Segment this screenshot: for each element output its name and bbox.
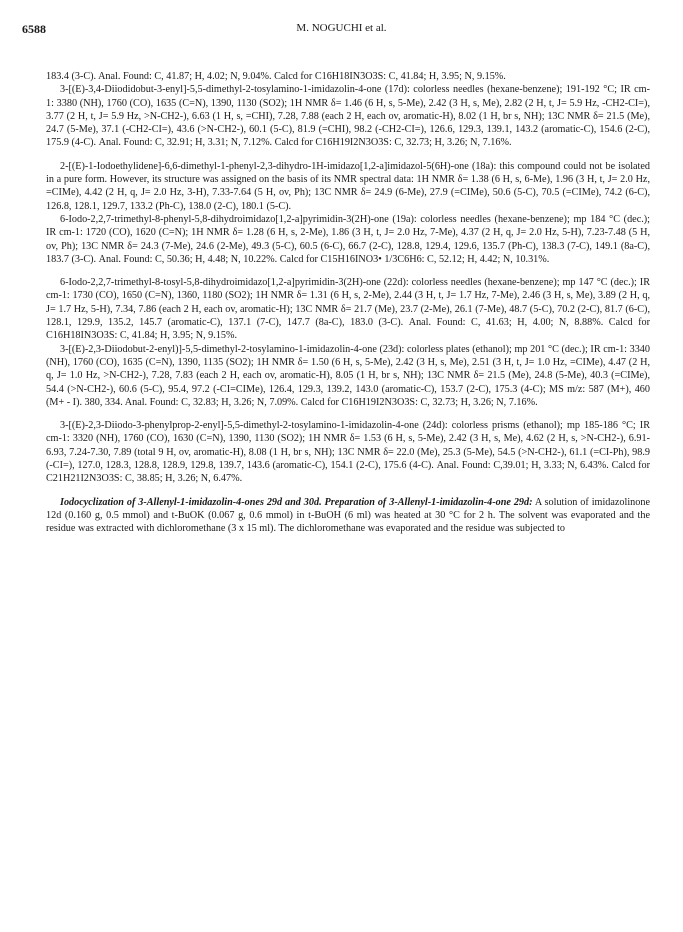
paragraph-24d: 3-[(E)-2,3-Diiodo-3-phenylprop-2-enyl]-5,5-dimethyl-2-tosylamino-1-imidazolin-4-one (24d): colorless prisms (ethanol); mp 185-186 °C; IR cm-1: 3320 (NH), 1760 (CO), 1630 (C=N), 1390, 1130 (SO2); 1H NMR δ= 1.53 (6 H, s, 5-Me), 2.42 (3 H, s, Me), 4.62 (2 H, s, >N-CH2-), 6.91-6.93, 7.24-7.30, 7.89 (total 9 H, ov, aromatic-H), 8.08 (1 H, br s, NH); 13C NMR δ= 22.0 (Me), 25.3 (5-Me), 54.5 (>N-CH2-), 61.1 (=CI-Ph), 98.9 (-CI=), 127.0, 128.3, 128.8, 128.9, 129.8, 139.7, 143.6 (aromatic-C), 154.1 (2-C), 175.6 (4-C). Anal. Found: C,39.01; H, 3.33; N, 6.43%. Calcd for C21H21I2N3O3S: C, 38.85; H, 3.26; N, 6.47%.: [46, 420, 650, 485]
page-number: 6588: [22, 22, 46, 36]
paragraph-22d: 6-Iodo-2,2,7-trimethyl-8-tosyl-5,8-dihydroimidazo[1,2-a]pyrimidin-3(2H)-one (22d): colorless needles (hexane-benzene); mp 147 °C (dec.); IR cm-1: 1730 (CO), 1650 (C=N), 1360, 1180 (SO2); 1H NMR δ= 1.31 (6 H, s, 2-Me), 2.44 (3 H, t, J= 1.7 Hz, 7-Me), 2.46 (3 H, s, Me), 3.89 (2 H, q, J= 1.7 Hz, 5-H), 7.34, 7.86 (each 2 H, each ov, aromatic-H); 13C NMR δ= 21.7 (Me), 23.7 (2-Me), 26.1 (7-Me), 48.7 (5-C), 70.2 (2-C), 81.7 (6-C), 128.1, 129.9, 135.2, 145.7 (aromatic-C), 137.1 (7-C), 147.7 (8a-C), 183.0 (3-C). Anal. Found: C, 41.63; H, 4.00; N, 8.88%. Calcd for C16H18IN3O3S: C, 41.84; H, 3.95; N, 9.15%.: [46, 277, 650, 342]
section-body: A solution of imidazolinone 12d (0.160 g, 0.5 mmol) and t-BuOK (0.067 g, 0.6 mmol) in t-BuOH (6 ml) was heated at 30 °C for 2 h. The solvent was evaporated and the residue was extracted with dichloromethane (3 x 15 ml). The dichloromethane was evaporated and the residue was subjected to: [46, 496, 650, 535]
paragraph-17d: 3-[(E)-3,4-Diiodidobut-3-enyl]-5,5-dimethyl-2-tosylamino-1-imidazolin-4-one (17d): colorless needles (hexane-benzene); 191-192 °C; IR cm-1: 3380 (NH), 1760 (CO), 1635 (C=N), 1390, 1130 (SO2); 1H NMR δ= 1.46 (6 H, s, 5-Me), 2.42 (3 H, s, Me), 2.82 (2 H, t, J= 5.9 Hz, -CH2-CI=), 3.77 (2 H, t, J= 5.9 Hz, >N-CH2-), 6.63 (1 H, s, =CHI), 7.28, 7.88 (each 2 H, each ov, aromatic-H), 8.02 (1 H, br s, NH); 13C NMR δ= 21.5 (Me), 24.7 (5-Me), 37.1 (-CH2-CI=), 43.6 (>N-CH2-), 60.1 (5-C), 81.9 (=CHI), 98.2 (-CH2-CI=), 126.6, 129.3, 139.1, 143.2 (aromatic-C), 154.6 (2-C), 175.9 (4-C). Anal. Found: C, 32.91; H, 3.31; N, 7.12%. Calcd for C16H19I2N3O3S: C, 32.73; H, 3.26; N, 7.16%.: [46, 84, 650, 149]
page-header: [22, 22, 661, 38]
article-body: [46, 70, 650, 536]
paragraph-19a: 6-Iodo-2,2,7-trimethyl-8-phenyl-5,8-dihydroimidazo[1,2-a]pyrimidin-3(2H)-one (19a): colorless needles (hexane-benzene); mp 184 °C (dec.); IR cm-1: 1720 (CO), 1620 (C=N); 1H NMR δ= 1.28 (6 H, s, 2-Me), 1.86 (3 H, t, J= 2.0 Hz, 7-Me), 4.37 (2 H, q, J= 2.0 Hz, 5-H), 7.23-7.48 (5 H, ov, Ph); 13C NMR δ= 24.3 (7-Me), 24.6 (2-Me), 49.3 (5-C), 60.5 (6-C), 66.7 (2-C), 128.8, 129.4, 129.6, 135.7 (Ph-C), 138.3 (7-C), 149.1 (8a-C), 183.7 (3-C). Anal. Found: C, 50.36; H, 4.48; N, 10.22%. Calcd for C15H16INO3• 1/3C6H6: C, 52.12; H, 4.42; N, 10.31%.: [46, 213, 650, 265]
paragraph-iodocyclization: [46, 496, 650, 536]
paragraph-1: 183.4 (3-C). Anal. Found: C, 41.87; H, 4.02; N, 9.04%. Calcd for C16H18IN3O3S: C, 41.84; H, 3.95; N, 9.15%.: [46, 71, 506, 82]
section-heading: Iodocyclization of 3-Allenyl-1-imidazolin-4-ones 29d and 30d. Preparation of 3-Allenyl-1-imidazolin-4-one 29d:: [60, 496, 533, 508]
paragraph-23d: 3-[(E)-2,3-Diiodobut-2-enyl)]-5,5-dimethyl-2-tosylamino-1-imidazolin-4-one (23d): colorless plates (ethanol); mp 201 °C (dec.); IR cm-1: 3340 (NH), 1760 (CO), 1635 (C=N), 1390, 1135 (SO2); 1H NMR δ= 1.50 (6 H, s, 5-Me), 2.42 (3 H, s, Me), 2.51 (3 H, t, J= 1.0 Hz, =CIMe), 4.47 (2 H, q, J= 1.0 Hz, >N-CH2-), 7.28, 7.83 (each 2 H, each ov, aromatic-H), 8.05 (1 H, br s, NH); 13C NMR δ= 21.5 (Me), 24.8 (5-Me), 40.3 (=CIMe), 54.4 (>N-CH2-), 60.6 (5-C), 95.4, 97.2 (-CI=CIMe), 126.4, 129.3, 139.2, 143.0 (aromatic-C), 153.7 (2-C), 175.3 (4-C); MS m/z: 587 (M+), 460 (M+ - I). 380, 334. Anal. Found: C, 32.83; H, 3.26; N, 7.09%. Calcd for C16H19I2N3O3S: C, 32.73; H, 3.26; N, 7.16%.: [46, 343, 650, 408]
paragraph-18a: 2-[(E)-1-Iodoethylidene]-6,6-dimethyl-1-phenyl-2,3-dihydro-1H-imidazo[1,2-a]imidazol-5(6H)-one (18a): this compound could not be isolated in a pure form. However, its structure was assigned on the basis of its NMR spectral data: 1H NMR δ= 1.38 (6 H, s, 6-Me), 1.96 (3 H, t, J= 2.0 Hz, =CIMe), 4.42 (2 H, q, J= 2.0 Hz, 3-H), 7.33-7.64 (5 H, ov, Ph); 13C NMR δ= 24.9 (6-Me), 27.9 (=CIMe), 50.6 (5-C), 70.5 (=CIMe), 74.2 (6-C), 126.8, 128.1, 129.7, 133.2 (Ph-C), 138.0 (2-C), 180.1 (5-C).: [46, 160, 650, 212]
running-title: M. NOGUCHI et al.: [296, 22, 387, 34]
